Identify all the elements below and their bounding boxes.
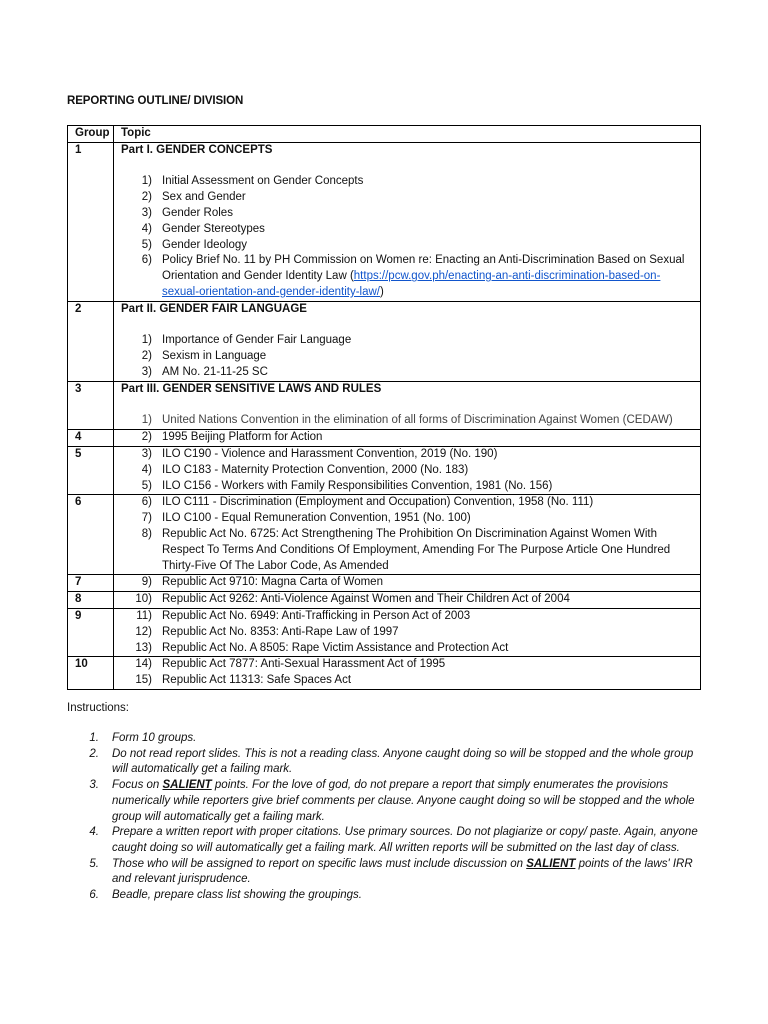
topic-cell <box>114 575 701 592</box>
group-number: 2 <box>68 301 114 381</box>
list-item: 10) Republic Act 9262: Anti-Violence Against Women and Their Children Act of 2004 <box>135 593 570 606</box>
table-row <box>68 430 701 447</box>
list-item: 3) ILO C190 - Violence and Harassment Convention, 2019 (No. 190) <box>141 447 498 460</box>
instruction-item: 3. Focus on SALIENT points. For the love of god, do not prepare a report that simply enumerates the provisions numerically while reporters give brief comments per clause. Anyone caught doing so will be stopped and the whole group will automatically get a failing mark. <box>89 779 695 823</box>
topic-cell <box>114 592 701 609</box>
topic-cell <box>114 301 701 381</box>
list-item: 15) Republic Act 11313: Safe Spaces Act <box>135 674 352 687</box>
group-number: 7 <box>68 575 114 592</box>
group-number: 8 <box>68 592 114 609</box>
topic-cell <box>114 446 701 494</box>
table-row <box>68 381 701 429</box>
topic-cell <box>114 142 701 301</box>
list-item: 2) Sex and Gender <box>141 191 246 204</box>
instruction-item: 4. Prepare a written report with proper citations. Use primary sources. Do not plagiarize or copy/ paste. Again, anyone caught doing so will automatically get a failing mark. All written reports will be submitted on the last day of class. <box>89 826 698 854</box>
list-item: 13) Republic Act No. A 8505: Rape Victim Assistance and Protection Act <box>135 641 509 654</box>
instructions-list <box>67 731 703 904</box>
reporting-outline-table <box>67 125 701 690</box>
list-item: 2) 1995 Beijing Platform for Action <box>141 431 323 444</box>
table-header-row <box>68 126 701 143</box>
salient-emphasis: SALIENT <box>162 779 212 792</box>
table-row <box>68 657 701 690</box>
table-row <box>68 608 701 656</box>
instruction-item: 1. Form 10 groups. <box>89 732 197 744</box>
table-row <box>68 301 701 381</box>
part-title: Part III. GENDER SENSITIVE LAWS AND RULES <box>121 382 382 395</box>
table-row <box>68 446 701 494</box>
group-number: 1 <box>68 142 114 301</box>
part-title: Part II. GENDER FAIR LANGUAGE <box>121 302 307 315</box>
list-item: 1) Initial Assessment on Gender Concepts <box>141 175 364 188</box>
group-number: 5 <box>68 446 114 494</box>
salient-emphasis: SALIENT <box>526 857 576 870</box>
instruction-item: 5. Those who will be assigned to report on specific laws must include discussion on SALIENT points of the laws' IRR and relevant jurisprudence. <box>89 857 693 886</box>
list-item: 4) Gender Stereotypes <box>141 222 265 235</box>
topic-cell <box>114 430 701 447</box>
policy-brief-link[interactable]: https://pcw.gov.ph/enacting-an-anti-discrimination-based-on-sexual-orientation-and-gender-identity-law/ <box>162 270 661 298</box>
table-row <box>68 592 701 609</box>
topic-cell <box>114 381 701 429</box>
list-item: 1) United Nations Convention in the elimination of all forms of Discrimination Against Women (CEDAW) <box>141 414 673 427</box>
list-item: 14) Republic Act 7877: Anti-Sexual Harassment Act of 1995 <box>135 658 446 671</box>
list-item: 1) Importance of Gender Fair Language <box>141 334 352 347</box>
part-title: Part I. GENDER CONCEPTS <box>121 143 273 156</box>
list-item: 12) Republic Act No. 8353: Anti-Rape Law of 1997 <box>135 625 399 638</box>
list-item: 9) Republic Act 9710: Magna Carta of Women <box>141 576 383 589</box>
topic-cell <box>114 608 701 656</box>
table-row <box>68 495 701 575</box>
header-topic: Topic <box>114 126 701 143</box>
group-number: 3 <box>68 381 114 429</box>
list-item: 7) ILO C100 - Equal Remuneration Convention, 1951 (No. 100) <box>141 512 471 525</box>
list-item: 3) Gender Roles <box>141 206 233 219</box>
list-item: 6) Policy Brief No. 11 by PH Commission on Women re: Enacting an Anti-Discrimination Based on Sexual Orientation and Gender Identity Law (https://pcw.gov.ph/enacting-an-anti-discrimination-based-on-sexual-orientation-and-gender-identity-law/) <box>141 254 685 298</box>
group-number: 9 <box>68 608 114 656</box>
table-row <box>68 575 701 592</box>
document-heading: REPORTING OUTLINE/ DIVISION <box>67 95 244 107</box>
list-item: 4) ILO C183 - Maternity Protection Convention, 2000 (No. 183) <box>141 463 469 476</box>
list-item: 6) ILO C111 - Discrimination (Employment and Occupation) Convention, 1958 (No. 111) <box>141 496 594 509</box>
list-item: 8) Republic Act No. 6725: Act Strengthening The Prohibition On Discrimination Against Women With Respect To Terms And Conditions Of Employment, Amending For The Purpose Article One Hundred Thirty-Five Of The Labor Code, As Amended <box>141 527 671 572</box>
list-item: 2) Sexism in Language <box>141 350 267 363</box>
header-group: Group <box>68 126 114 143</box>
list-item: 3) AM No. 21-11-25 SC <box>141 365 268 378</box>
group-number: 6 <box>68 495 114 575</box>
list-item: 11) Republic Act No. 6949: Anti-Trafficking in Person Act of 2003 <box>136 609 471 622</box>
list-item: 5) ILO C156 - Workers with Family Responsibilities Convention, 1981 (No. 156) <box>141 479 553 492</box>
table-row <box>68 142 701 301</box>
list-item: 5) Gender Ideology <box>141 238 248 251</box>
instruction-item: 6. Beadle, prepare class list showing the groupings. <box>89 889 362 902</box>
group-number: 10 <box>68 657 114 690</box>
group-number: 4 <box>68 430 114 447</box>
instruction-item: 2. Do not read report slides. This is not a reading class. Anyone caught doing so will be stopped and the whole group will automatically get a failing mark. <box>89 747 694 776</box>
topic-cell <box>114 495 701 575</box>
topic-cell <box>114 657 701 690</box>
instructions-title: Instructions: <box>67 702 129 714</box>
